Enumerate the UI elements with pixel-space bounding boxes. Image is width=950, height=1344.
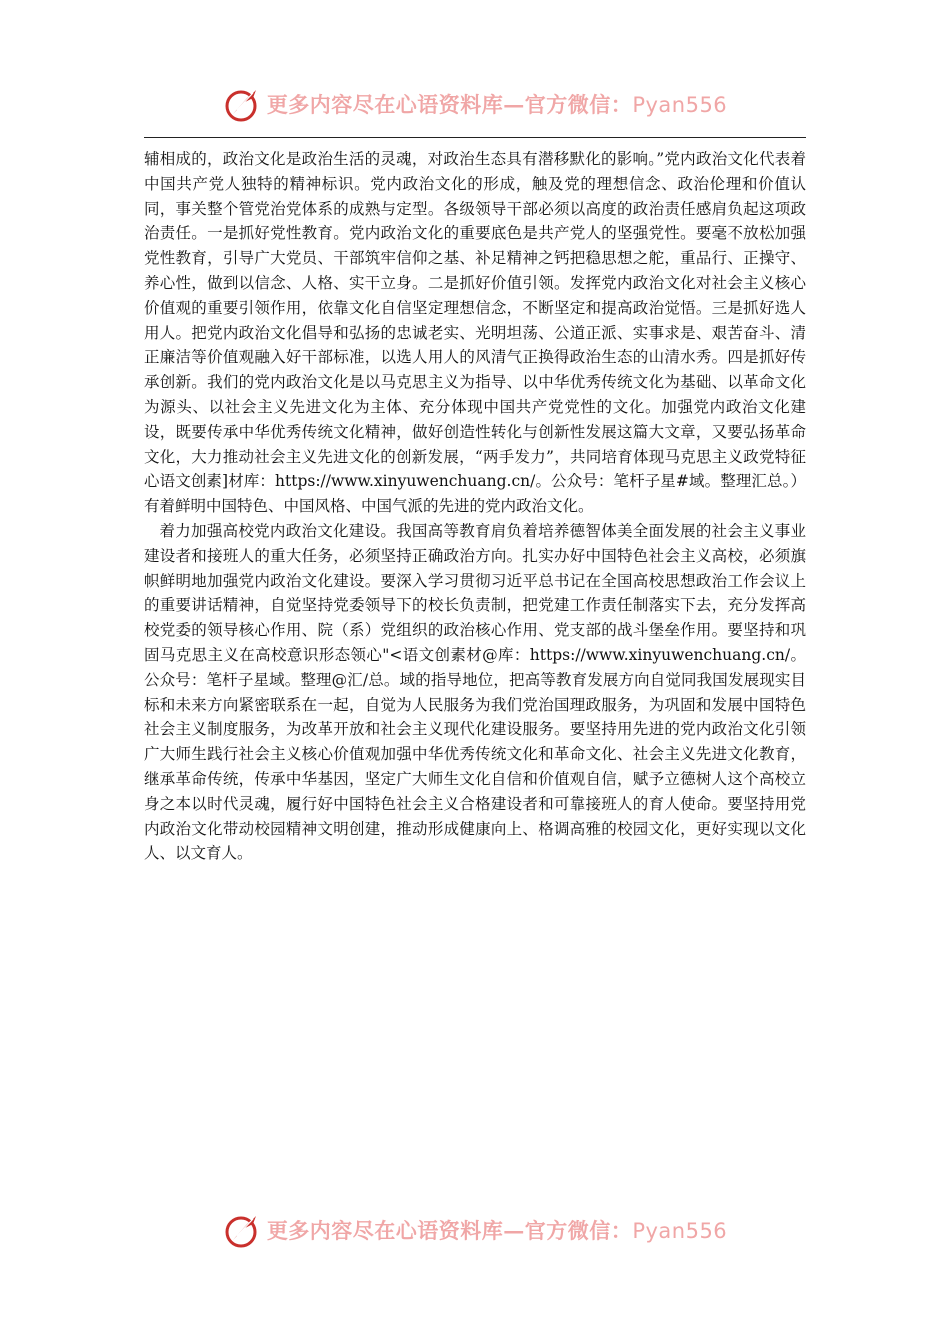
quill-logo-icon xyxy=(223,1210,263,1250)
banner-text: 更多内容尽在心语资料库—官方微信：Pyan556 xyxy=(266,92,728,117)
document-body xyxy=(144,147,806,866)
wechat-id: Pyan556 xyxy=(632,93,728,117)
paragraph: 着力加强高校党内政治文化建设。我国高等教育肩负着培养德智体美全面发展的社会主义事业建设者和接班人的重大任务，必须坚持正确政治方向。扎实办好中国特色社会主义高校，必须旗帜鲜明地加强党内政治文化建设。要深入学习贯彻习近平总书记在全国高校思想政治工作会议上的重要讲话精神，自觉坚持党委领导下的校长负责制，把党建工作责任制落实下去，充分发挥高校党委的领导核心作用、院（系）党组织的政治核心作用、党支部的战斗堡垒作用。要坚持和巩固马克思主义在高校意识形态领心"<语文创素材@库：https://www.xinyuwenchuang.cn/。公众号：笔杆子星域。整理@汇/总。域的指导地位，把高等教育发展方向自觉同我国发展现实目标和未来方向紧密联系在一起，自觉为人民服务为我们党治国理政服务，为巩固和发展中国特色社会主义制度服务，为改革开放和社会主义现代化建设服务。要坚持用先进的党内政治文化引领广大师生践行社会主义核心价值观加强中华优秀传统文化和革命文化、社会主义先进文化教育，继承革命传统，传承中华基因，坚定广大师生文化自信和价值观自信，赋予立德树人这个高校立身之本以时代灵魂，履行好中国特色社会主义合格建设者和可靠接班人的育人使命。要坚持用党内政治文化带动校园精神文明创建，推动形成健康向上、格调高雅的校园文化，更好实现以文化人、以文育人。 xyxy=(144,521,806,863)
header-divider xyxy=(144,137,806,138)
banner-text: 更多内容尽在心语资料库—官方微信：Pyan556 xyxy=(266,1218,728,1243)
footer-banner xyxy=(0,1208,950,1252)
quill-logo-icon xyxy=(223,84,263,124)
wechat-id: Pyan556 xyxy=(632,1219,728,1243)
header-banner xyxy=(0,82,950,126)
paragraph: 辅相成的，政治文化是政治生活的灵魂，对政治生态具有潜移默化的影响。”党内政治文化代表着中国共产党人独特的精神标识。党内政治文化的形成，触及党的理想信念、政治伦理和价值认同，事关整个管党治党体系的成熟与定型。各级领导干部必须以高度的政治责任感肩负起这项政治责任。一是抓好党性教育。党内政治文化的重要底色是共产党人的坚强党性。要毫不放松加强党性教育，引导广大党员、干部筑牢信仰之基、补足精神之钙把稳思想之舵，重品行、正操守、养心性，做到以信念、人格、实干立身。二是抓好价值引领。发挥党内政治文化对社会主义核心价值观的重要引领作用，依靠文化自信坚定理想信念，不断坚定和提高政治觉悟。三是抓好选人用人。把党内政治文化倡导和弘扬的忠诚老实、光明坦荡、公道正派、实事求是、艰苦奋斗、清正廉洁等价值观融入好干部标准，以选人用人的风清气正换得政治生态的山清水秀。四是抓好传承创新。我们的党内政治文化是以马克思主义为指导、以中华优秀传统文化为基础、以革命文化为源头、以社会主义先进文化为主体、充分体现中国共产党党性的文化。加强党内政治文化建设，既要传承中华优秀传统文化精神，做好创造性转化与创新性发展这篇大文章，又要弘扬革命文化，大力推动社会主义先进文化的创新发展，“两手发力”，共同培育体现马克思主义政党特征心语文创素]材库：https://www.xinyuwenchuang.cn/。公众号：笔杆子星#域。整理汇总。）有着鲜明中国特色、中国风格、中国气派的先进的党内政治文化。 xyxy=(144,150,806,516)
